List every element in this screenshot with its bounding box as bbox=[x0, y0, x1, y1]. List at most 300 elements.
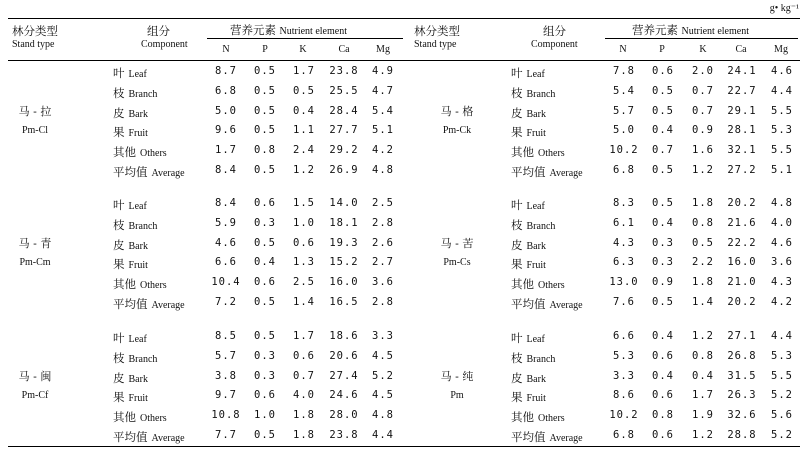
cell-p: 0.5 bbox=[652, 197, 674, 209]
cell-ca: 32.6 bbox=[727, 409, 757, 422]
table-row bbox=[0, 350, 805, 370]
component-label bbox=[511, 296, 583, 312]
cell-n: 5.0 bbox=[613, 124, 635, 137]
cell-ca: 26.3 bbox=[727, 389, 757, 402]
component-cn: 其他 bbox=[511, 277, 534, 292]
cell-p: 0.6 bbox=[652, 429, 674, 441]
cell-n: 10.4 bbox=[211, 276, 241, 289]
cell-n: 7.6 bbox=[613, 296, 635, 308]
stand-type-en: Pm-Ck bbox=[442, 125, 472, 136]
stand-type-cn: 马 - 青 bbox=[18, 237, 52, 250]
component-label bbox=[511, 256, 546, 272]
cell-k: 1.7 bbox=[692, 389, 714, 402]
cell-n: 6.8 bbox=[613, 429, 635, 441]
table-row bbox=[0, 164, 805, 184]
component-en: Branch bbox=[526, 88, 556, 100]
component-en: Fruit bbox=[526, 393, 546, 405]
stand-type-cn: 马 - 纯 bbox=[440, 370, 474, 383]
cell-ca: 22.2 bbox=[727, 236, 757, 249]
cell-ca: 26.9 bbox=[329, 164, 359, 176]
table-row bbox=[0, 197, 805, 217]
cell-p: 1.0 bbox=[254, 409, 276, 422]
cell-n: 5.7 bbox=[215, 349, 237, 362]
cell-k: 1.2 bbox=[692, 429, 714, 441]
cell-n: 6.6 bbox=[613, 330, 635, 342]
component-cn: 皮 bbox=[113, 237, 125, 252]
component-en: Leaf bbox=[128, 69, 147, 80]
component-en: Branch bbox=[128, 353, 158, 365]
table-row bbox=[0, 429, 805, 449]
cell-mg: 5.3 bbox=[771, 124, 793, 137]
cell-mg: 5.2 bbox=[771, 429, 793, 441]
component-label bbox=[511, 429, 583, 445]
cell-mg: 4.3 bbox=[771, 276, 793, 289]
cell-n: 8.4 bbox=[215, 197, 237, 209]
component-en: Others bbox=[140, 413, 167, 425]
component-label bbox=[511, 370, 546, 386]
cell-n: 10.2 bbox=[609, 409, 639, 422]
table-row bbox=[0, 217, 805, 237]
cell-n: 6.8 bbox=[215, 84, 237, 97]
component-label bbox=[511, 276, 565, 292]
col-k-left: K bbox=[299, 44, 307, 55]
cell-k: 1.7 bbox=[293, 330, 315, 342]
cell-k: 0.8 bbox=[692, 349, 714, 362]
component-cn: 叶 bbox=[511, 66, 523, 80]
component-en: Branch bbox=[128, 220, 158, 232]
cell-k: 0.7 bbox=[692, 84, 714, 97]
cell-k: 1.7 bbox=[293, 65, 315, 77]
component-en: Branch bbox=[128, 88, 158, 100]
cell-n: 6.6 bbox=[215, 256, 237, 269]
cell-k: 1.3 bbox=[293, 256, 315, 269]
component-en: Average bbox=[151, 300, 185, 311]
component-cn: 果 bbox=[113, 257, 125, 272]
cell-mg: 2.8 bbox=[372, 296, 394, 308]
cell-ca: 24.6 bbox=[329, 389, 359, 402]
cell-p: 0.4 bbox=[652, 369, 674, 382]
component-cn: 叶 bbox=[113, 66, 125, 80]
cell-p: 0.3 bbox=[254, 369, 276, 382]
cell-mg: 2.6 bbox=[372, 236, 394, 249]
cell-mg: 4.2 bbox=[372, 144, 394, 157]
cell-mg: 5.2 bbox=[372, 369, 394, 382]
cell-mg: 4.8 bbox=[771, 197, 793, 209]
cell-p: 0.3 bbox=[652, 236, 674, 249]
cell-p: 0.6 bbox=[254, 276, 276, 289]
component-label bbox=[511, 65, 545, 81]
component-en: Others bbox=[538, 413, 565, 425]
nutrient-header-left: 营养元素 Nutrient element bbox=[230, 23, 347, 37]
cell-mg: 5.6 bbox=[771, 409, 793, 422]
component-en: Bark bbox=[526, 373, 546, 385]
cell-p: 0.5 bbox=[254, 124, 276, 137]
cell-ca: 14.0 bbox=[329, 197, 359, 209]
cell-p: 0.3 bbox=[254, 349, 276, 362]
cell-k: 1.0 bbox=[293, 216, 315, 229]
component-en: Average bbox=[549, 433, 583, 444]
component-cn: 其他 bbox=[511, 410, 534, 425]
stand-type-en: Pm-Cl bbox=[21, 125, 49, 136]
cell-p: 0.5 bbox=[652, 164, 674, 176]
component-en: Leaf bbox=[526, 69, 545, 80]
table-row bbox=[0, 237, 805, 257]
cell-k: 1.2 bbox=[293, 164, 315, 176]
cell-n: 9.6 bbox=[215, 124, 237, 137]
cell-mg: 4.9 bbox=[372, 65, 394, 77]
cell-ca: 23.8 bbox=[329, 65, 359, 77]
component-cn: 平均值 bbox=[511, 430, 546, 444]
cell-n: 5.9 bbox=[215, 216, 237, 229]
cell-k: 1.6 bbox=[692, 144, 714, 157]
cell-p: 0.9 bbox=[652, 276, 674, 289]
component-label bbox=[511, 389, 546, 405]
cell-mg: 4.4 bbox=[372, 429, 394, 441]
cell-ca: 21.6 bbox=[727, 216, 757, 229]
table-row bbox=[0, 256, 805, 276]
component-en: Average bbox=[151, 168, 185, 179]
cell-n: 4.3 bbox=[613, 236, 635, 249]
component-label bbox=[511, 105, 546, 121]
cell-mg: 4.7 bbox=[372, 84, 394, 97]
cell-k: 0.6 bbox=[293, 236, 315, 249]
stand-type-cn: 马 - 拉 bbox=[18, 105, 52, 118]
cell-p: 0.4 bbox=[652, 124, 674, 137]
cell-ca: 27.2 bbox=[727, 164, 757, 176]
component-en: Average bbox=[549, 300, 583, 311]
cell-n: 10.8 bbox=[211, 409, 241, 422]
cell-k: 0.6 bbox=[293, 349, 315, 362]
cell-mg: 4.0 bbox=[771, 216, 793, 229]
component-cn: 其他 bbox=[113, 410, 136, 425]
component-cn: 其他 bbox=[113, 277, 136, 292]
cell-n: 6.1 bbox=[613, 216, 635, 229]
component-en: Bark bbox=[128, 373, 148, 385]
component-en: Leaf bbox=[128, 334, 147, 345]
cell-mg: 5.4 bbox=[372, 104, 394, 117]
cell-mg: 4.6 bbox=[771, 236, 793, 249]
cell-p: 0.3 bbox=[652, 256, 674, 269]
cell-mg: 5.1 bbox=[771, 164, 793, 176]
cell-mg: 4.2 bbox=[771, 296, 793, 308]
component-label bbox=[511, 85, 555, 101]
cell-ca: 29.1 bbox=[727, 104, 757, 117]
component-en: Average bbox=[151, 433, 185, 444]
cell-n: 6.3 bbox=[613, 256, 635, 269]
cell-n: 8.3 bbox=[613, 197, 635, 209]
component-en: Others bbox=[538, 280, 565, 292]
component-cn: 枝 bbox=[113, 85, 125, 100]
cell-ca: 19.3 bbox=[329, 236, 359, 249]
cell-ca: 16.0 bbox=[329, 276, 359, 289]
cell-k: 1.9 bbox=[692, 409, 714, 422]
cell-mg: 4.8 bbox=[372, 409, 394, 422]
cell-k: 1.8 bbox=[293, 429, 315, 441]
cell-k: 0.4 bbox=[692, 369, 714, 382]
component-cn: 其他 bbox=[511, 145, 534, 160]
cell-k: 1.2 bbox=[692, 164, 714, 176]
cell-n: 7.8 bbox=[613, 65, 635, 77]
col-ca-left: Ca bbox=[338, 44, 350, 55]
component-en: Bark bbox=[526, 108, 546, 120]
cell-ca: 27.4 bbox=[329, 369, 359, 382]
cell-mg: 4.5 bbox=[372, 349, 394, 362]
component-en: Fruit bbox=[526, 128, 546, 140]
cell-mg: 2.8 bbox=[372, 216, 394, 229]
cell-ca: 29.2 bbox=[329, 144, 359, 157]
component-cn: 叶 bbox=[113, 198, 125, 212]
cell-n: 5.4 bbox=[613, 84, 635, 97]
cell-mg: 4.8 bbox=[372, 164, 394, 176]
cell-ca: 23.8 bbox=[329, 429, 359, 441]
cell-ca: 16.5 bbox=[329, 296, 359, 308]
cell-p: 0.5 bbox=[254, 236, 276, 249]
cell-n: 13.0 bbox=[609, 276, 639, 289]
cell-mg: 4.4 bbox=[771, 84, 793, 97]
table-row bbox=[0, 370, 805, 390]
stand-type-cn: 马 - 格 bbox=[440, 105, 474, 118]
component-label bbox=[511, 330, 545, 346]
cell-n: 7.7 bbox=[215, 429, 237, 441]
component-en: Others bbox=[140, 280, 167, 292]
table-row bbox=[0, 389, 805, 409]
cell-p: 0.5 bbox=[254, 104, 276, 117]
cell-k: 0.5 bbox=[293, 84, 315, 97]
cell-p: 0.7 bbox=[652, 144, 674, 157]
component-label bbox=[511, 350, 555, 366]
nutrient-subrule-right bbox=[605, 38, 798, 39]
cell-n: 8.4 bbox=[215, 164, 237, 176]
cell-k: 0.9 bbox=[692, 124, 714, 137]
component-en: Fruit bbox=[128, 393, 148, 405]
component-en: Others bbox=[140, 148, 167, 160]
cell-p: 0.5 bbox=[254, 65, 276, 77]
component-en: Bark bbox=[526, 240, 546, 252]
col-n-right: N bbox=[619, 44, 627, 55]
stand-type-en: Pm-Cs bbox=[443, 257, 471, 268]
cell-n: 1.7 bbox=[215, 144, 237, 157]
cell-ca: 27.1 bbox=[727, 330, 757, 342]
cell-mg: 5.5 bbox=[771, 144, 793, 157]
cell-k: 1.1 bbox=[293, 124, 315, 137]
cell-mg: 3.6 bbox=[771, 256, 793, 269]
component-cn: 枝 bbox=[511, 350, 523, 365]
cell-mg: 5.5 bbox=[771, 369, 793, 382]
component-cn: 枝 bbox=[511, 217, 523, 232]
cell-ca: 16.0 bbox=[727, 256, 757, 269]
component-en: Leaf bbox=[128, 201, 147, 212]
component-cn: 叶 bbox=[511, 331, 523, 345]
component-cn: 果 bbox=[511, 125, 523, 140]
cell-n: 8.7 bbox=[215, 65, 237, 77]
component-cn: 果 bbox=[511, 257, 523, 272]
component-en: Branch bbox=[526, 220, 556, 232]
cell-p: 0.6 bbox=[254, 197, 276, 209]
cell-ca: 32.1 bbox=[727, 144, 757, 157]
cell-ca: 22.7 bbox=[727, 84, 757, 97]
stand-type-cn: 马 - 闽 bbox=[18, 370, 52, 383]
nutrient-header-right: 营养元素 Nutrient element bbox=[632, 23, 749, 37]
cell-mg: 4.4 bbox=[771, 330, 793, 342]
cell-p: 0.4 bbox=[652, 330, 674, 342]
component-cn: 平均值 bbox=[511, 165, 546, 179]
component-en: Bark bbox=[128, 108, 148, 120]
cell-k: 1.4 bbox=[692, 296, 714, 308]
component-cn: 叶 bbox=[511, 198, 523, 212]
component-label bbox=[511, 144, 565, 160]
table-row bbox=[0, 409, 805, 429]
component-en: Leaf bbox=[526, 334, 545, 345]
component-en: Fruit bbox=[526, 260, 546, 272]
table-row bbox=[0, 85, 805, 105]
component-label bbox=[511, 237, 546, 253]
cell-ca: 28.4 bbox=[329, 104, 359, 117]
component-cn: 平均值 bbox=[113, 430, 148, 444]
component-cn: 皮 bbox=[511, 105, 523, 120]
cell-p: 0.4 bbox=[652, 216, 674, 229]
cell-mg: 4.6 bbox=[771, 65, 793, 77]
nutrient-subrule-left bbox=[207, 38, 403, 39]
cell-mg: 2.5 bbox=[372, 197, 394, 209]
cell-n: 8.6 bbox=[613, 389, 635, 402]
component-en: Fruit bbox=[128, 260, 148, 272]
component-cn: 皮 bbox=[113, 370, 125, 385]
cell-p: 0.5 bbox=[652, 84, 674, 97]
component-en: Fruit bbox=[128, 128, 148, 140]
cell-mg: 4.5 bbox=[372, 389, 394, 402]
cell-ca: 18.1 bbox=[329, 216, 359, 229]
table-row bbox=[0, 276, 805, 296]
cell-n: 8.5 bbox=[215, 330, 237, 342]
component-label bbox=[511, 164, 583, 180]
cell-ca: 28.1 bbox=[727, 124, 757, 137]
cell-mg: 3.3 bbox=[372, 330, 394, 342]
cell-k: 0.5 bbox=[692, 236, 714, 249]
cell-p: 0.5 bbox=[652, 104, 674, 117]
cell-mg: 5.2 bbox=[771, 389, 793, 402]
col-p-left: P bbox=[262, 44, 268, 55]
cell-ca: 20.2 bbox=[727, 296, 757, 308]
cell-n: 7.2 bbox=[215, 296, 237, 308]
cell-ca: 26.8 bbox=[727, 349, 757, 362]
cell-ca: 25.5 bbox=[329, 84, 359, 97]
cell-p: 0.6 bbox=[652, 389, 674, 402]
col-ca-right: Ca bbox=[735, 44, 747, 55]
cell-mg: 2.7 bbox=[372, 256, 394, 269]
cell-k: 1.8 bbox=[293, 409, 315, 422]
cell-p: 0.6 bbox=[652, 65, 674, 77]
table-top-rule bbox=[8, 18, 800, 19]
cell-k: 0.7 bbox=[692, 104, 714, 117]
col-mg-left: Mg bbox=[376, 44, 390, 55]
cell-k: 0.4 bbox=[293, 104, 315, 117]
cell-p: 0.4 bbox=[254, 256, 276, 269]
cell-p: 0.8 bbox=[254, 144, 276, 157]
component-cn: 叶 bbox=[113, 331, 125, 345]
cell-mg: 5.5 bbox=[771, 104, 793, 117]
component-cn: 皮 bbox=[113, 105, 125, 120]
component-cn: 枝 bbox=[511, 85, 523, 100]
stand-type-header-left: 林分类型 Stand type bbox=[12, 24, 58, 50]
cell-ca: 24.1 bbox=[727, 65, 757, 77]
cell-p: 0.8 bbox=[652, 409, 674, 422]
cell-n: 3.3 bbox=[613, 369, 635, 382]
unit-label: g• kg⁻¹ bbox=[769, 3, 799, 14]
cell-n: 10.2 bbox=[609, 144, 639, 157]
component-cn: 皮 bbox=[511, 370, 523, 385]
cell-mg: 5.3 bbox=[771, 349, 793, 362]
cell-k: 2.2 bbox=[692, 256, 714, 269]
cell-p: 0.5 bbox=[254, 330, 276, 342]
cell-ca: 18.6 bbox=[329, 330, 359, 342]
component-header-left: 组分 Component bbox=[141, 24, 188, 50]
stand-type-en: Pm-Cf bbox=[21, 390, 49, 401]
cell-k: 1.5 bbox=[293, 197, 315, 209]
cell-k: 2.5 bbox=[293, 276, 315, 289]
component-en: Others bbox=[538, 148, 565, 160]
component-label bbox=[511, 197, 545, 213]
cell-p: 0.3 bbox=[254, 216, 276, 229]
component-cn: 枝 bbox=[113, 350, 125, 365]
table-row bbox=[0, 296, 805, 316]
cell-ca: 21.0 bbox=[727, 276, 757, 289]
component-header-right: 组分 Component bbox=[531, 24, 578, 50]
component-cn: 果 bbox=[113, 390, 125, 405]
component-en: Average bbox=[549, 168, 583, 179]
cell-n: 4.6 bbox=[215, 236, 237, 249]
cell-mg: 3.6 bbox=[372, 276, 394, 289]
stand-type-en: Pm bbox=[450, 390, 464, 401]
cell-p: 0.5 bbox=[652, 296, 674, 308]
component-cn: 果 bbox=[511, 390, 523, 405]
cell-k: 2.4 bbox=[293, 144, 315, 157]
cell-p: 0.5 bbox=[254, 429, 276, 441]
table-row bbox=[0, 144, 805, 164]
cell-k: 0.8 bbox=[692, 216, 714, 229]
cell-k: 1.8 bbox=[692, 197, 714, 209]
table-row bbox=[0, 65, 805, 85]
cell-k: 0.7 bbox=[293, 369, 315, 382]
col-k-right: K bbox=[699, 44, 707, 55]
cell-p: 0.5 bbox=[254, 296, 276, 308]
cell-ca: 28.8 bbox=[727, 429, 757, 441]
cell-n: 9.7 bbox=[215, 389, 237, 402]
component-cn: 平均值 bbox=[113, 165, 148, 179]
stand-type-header-right: 林分类型 Stand type bbox=[414, 24, 460, 50]
component-cn: 枝 bbox=[113, 217, 125, 232]
component-en: Leaf bbox=[526, 201, 545, 212]
table-row bbox=[0, 124, 805, 144]
cell-n: 5.0 bbox=[215, 104, 237, 117]
cell-k: 2.0 bbox=[692, 65, 714, 77]
cell-k: 4.0 bbox=[293, 389, 315, 402]
component-cn: 其他 bbox=[113, 145, 136, 160]
cell-p: 0.5 bbox=[254, 164, 276, 176]
component-cn: 果 bbox=[113, 125, 125, 140]
cell-p: 0.6 bbox=[652, 349, 674, 362]
component-en: Branch bbox=[526, 353, 556, 365]
cell-ca: 20.6 bbox=[329, 349, 359, 362]
header-bottom-rule bbox=[8, 60, 800, 61]
component-cn: 皮 bbox=[511, 237, 523, 252]
cell-n: 3.8 bbox=[215, 369, 237, 382]
cell-p: 0.5 bbox=[254, 84, 276, 97]
cell-ca: 31.5 bbox=[727, 369, 757, 382]
component-cn: 平均值 bbox=[113, 297, 148, 311]
component-cn: 平均值 bbox=[511, 297, 546, 311]
col-mg-right: Mg bbox=[774, 44, 788, 55]
col-n-left: N bbox=[222, 44, 230, 55]
